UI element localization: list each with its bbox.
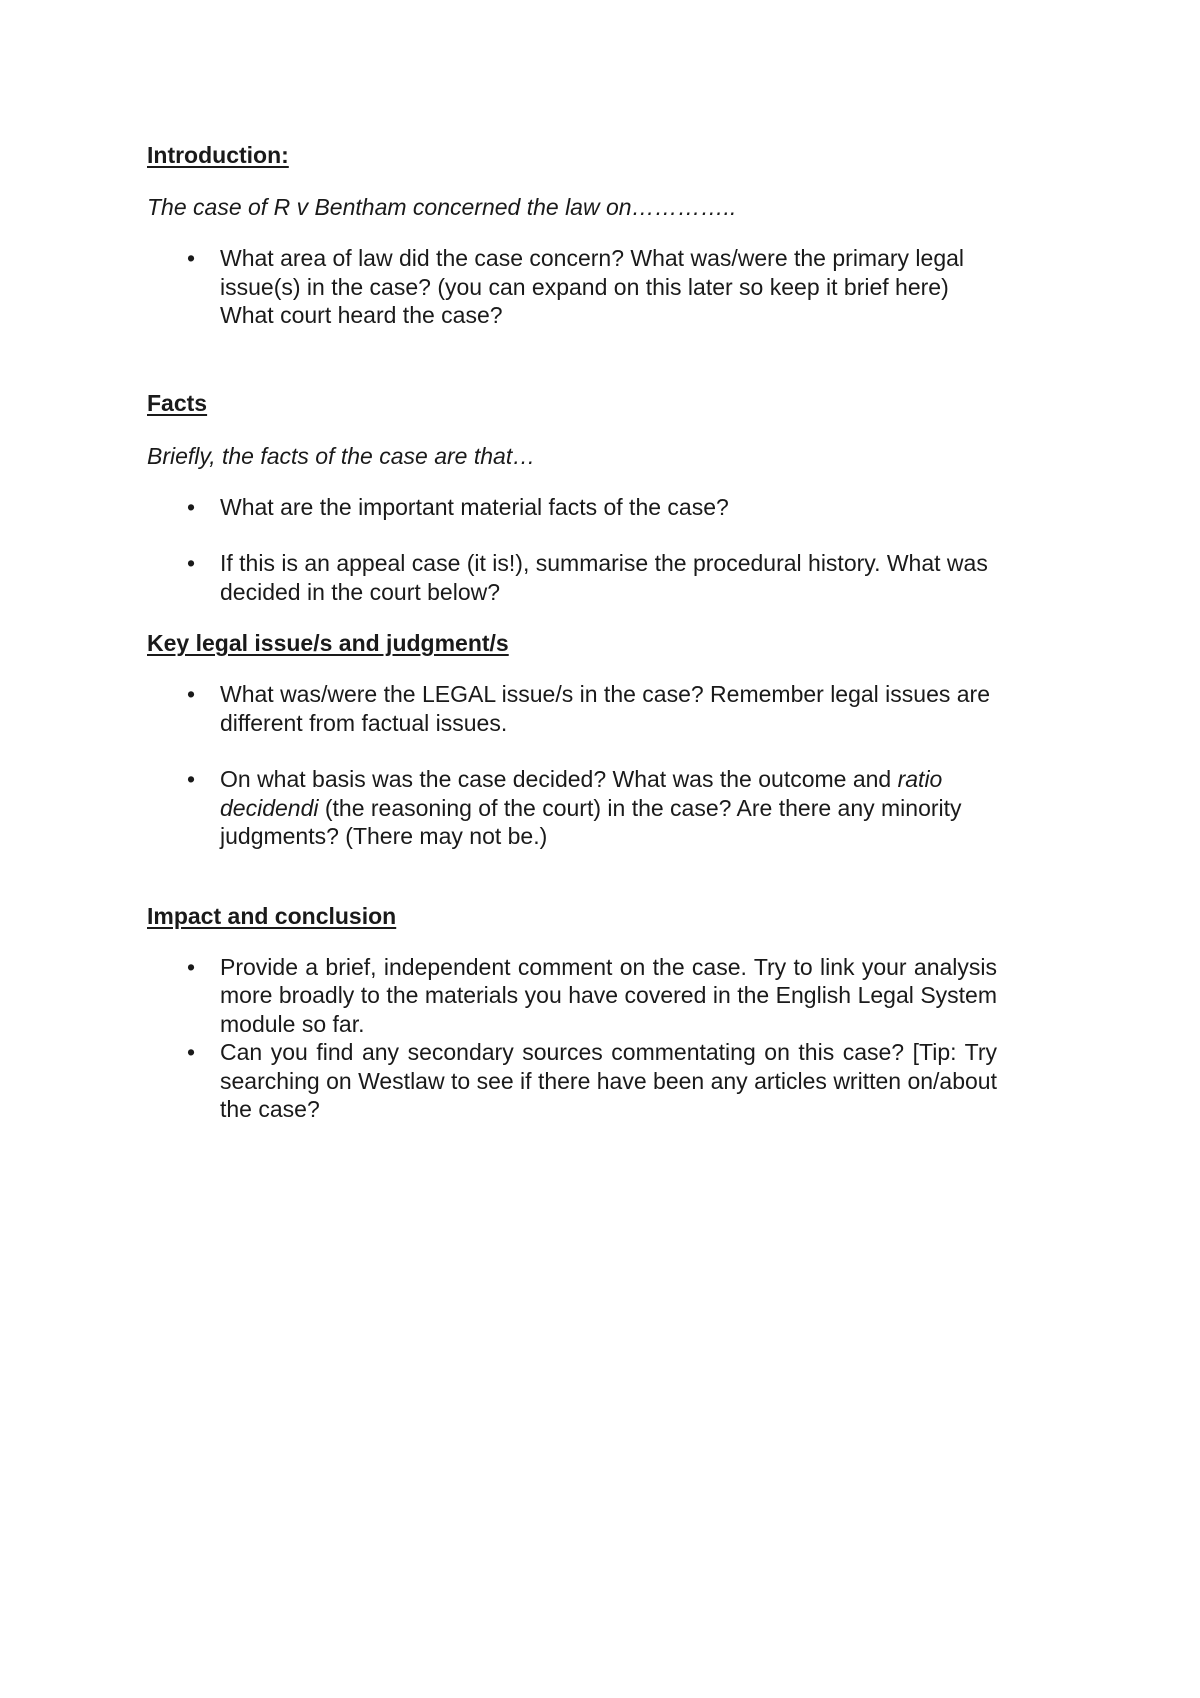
key-issues-heading: Key legal issue/s and judgment/s: [147, 630, 509, 656]
bullet-icon: •: [187, 1039, 196, 1065]
impact-bullet-text: Can you find any secondary sources commentating on this case? [Tip: Try searching on Westlaw to see if there have been any articles written on/about the case?: [220, 1039, 997, 1122]
key-issues-bullet-text-part: On what basis was the case decided? What was the outcome and: [220, 766, 898, 792]
bullet-icon: •: [187, 550, 196, 576]
list-item: [147, 549, 997, 606]
list-item: [147, 953, 997, 1039]
introduction-heading: Introduction:: [147, 142, 289, 168]
facts-bullet-text: What are the important material facts of the case?: [220, 493, 729, 520]
ratio-decidendi-term: ratio decidendi: [220, 766, 943, 821]
key-issues-bullet-text-part: (the reasoning of the court) in the case? Are there any minority judgments? (There may not be.): [220, 794, 962, 849]
list-item: [147, 765, 997, 851]
bullet-icon: •: [187, 493, 196, 520]
impact-bullet-text: Provide a brief, independent comment on the case. Try to link your analysis more broadly to the materials you have covered in the English Legal System module so far.: [220, 953, 997, 1037]
impact-heading: Impact and conclusion: [147, 902, 397, 929]
introduction-bullet-text: What area of law did the case concern? What was/were the primary legal issue(s) in the case? (you can expand on this later so keep it brief here) What court heard the case?: [220, 245, 965, 328]
key-issues-bullet-text: [220, 765, 997, 851]
key-issues-bullet-text: What was/were the LEGAL issue/s in the case? Remember legal issues are different from factual issues.: [220, 681, 991, 736]
list-item: [147, 493, 997, 522]
bullet-icon: •: [187, 953, 196, 980]
bullet-icon: •: [187, 681, 196, 707]
facts-heading: Facts: [147, 389, 208, 416]
document-content: [147, 140, 997, 1124]
list-item: [147, 1038, 997, 1124]
facts-lead: Briefly, the facts of the case are that…: [147, 442, 536, 469]
key-issues-bullets: [147, 680, 997, 851]
facts-bullet-text: If this is an appeal case (it is!), summarise the procedural history. What was decided in the court below?: [220, 550, 988, 605]
impact-bullets: [147, 953, 997, 1124]
facts-bullets: [147, 493, 997, 607]
bullet-icon: •: [187, 766, 196, 792]
introduction-bullets: [147, 244, 997, 330]
introduction-lead: The case of R v Bentham concerned the law on…………..: [147, 194, 737, 220]
list-item: [147, 244, 997, 330]
list-item: [147, 680, 997, 737]
bullet-icon: •: [187, 245, 196, 271]
